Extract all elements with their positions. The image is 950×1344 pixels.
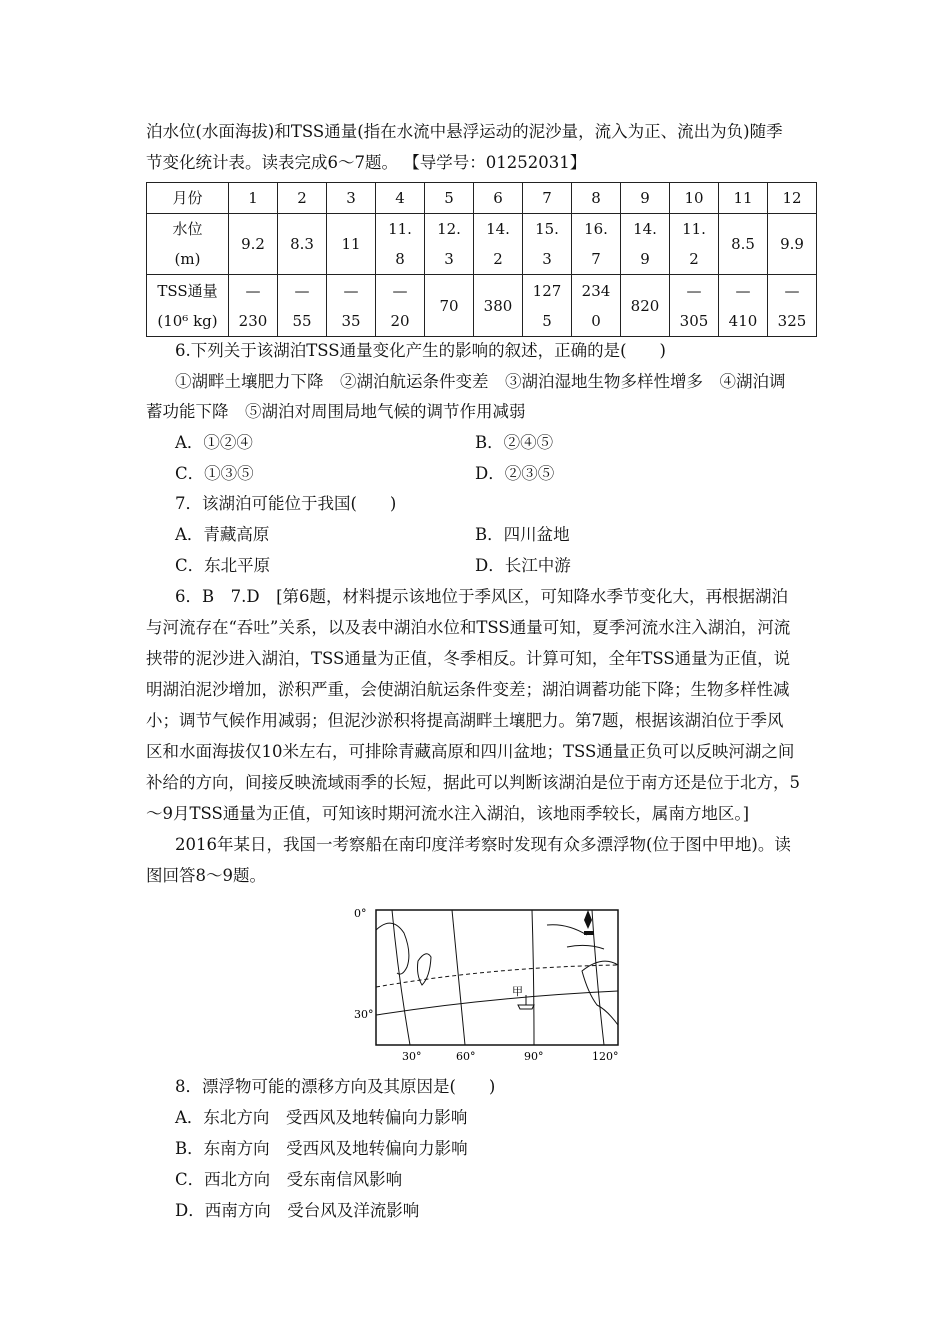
month-cell: 1 [229, 183, 278, 214]
tss-sign: — [294, 281, 310, 300]
tss-value: 380 [483, 296, 513, 315]
tss-value: 55 [292, 311, 312, 330]
water-level-value-cont: 3 [542, 250, 552, 268]
intro-line-2: 节变化统计表。读表完成6～7题。 【导学号：01252031】 [146, 153, 587, 172]
q7-stem: 7．该湖泊可能位于我国( ) [175, 494, 397, 513]
water-level-value: 14. [633, 220, 657, 238]
q6-items-line1: ①湖畔土壤肥力下降 ②湖泊航运条件变差 ③湖泊湿地生物多样性增多 ④湖泊调 [175, 372, 786, 391]
meridian-30 [392, 910, 410, 1045]
water-level-value: 16. [584, 220, 608, 238]
water-level-value: 9.9 [780, 235, 804, 253]
water-level-cell [572, 214, 621, 275]
water-level-value-cont: 8 [395, 250, 405, 268]
label-lon-120: 120° [592, 1050, 619, 1063]
label-lat-30: 30° [354, 1008, 374, 1021]
answer-line-3: 挟带的泥沙进入湖泊，TSS通量为正值，冬季相反。计算可知，全年TSS通量为正值，说 [146, 649, 791, 668]
tss-sign: — [245, 281, 261, 300]
month-cell: 11 [719, 183, 768, 214]
q6-items-line2: 蓄功能下降 ⑤湖泊对周围局地气候的调节作用减弱 [146, 402, 526, 421]
intro-line-1: 泊水位(水面海拔)和TSS通量(指在水流中悬浮运动的泥沙量，流入为正、流出为负)随季 [146, 122, 783, 141]
water-level-cell [768, 214, 817, 275]
water-level-label-b: (m) [174, 250, 201, 268]
water-level-value-cont: 3 [444, 250, 454, 268]
tss-cell [621, 275, 670, 337]
month-cell: 8 [572, 183, 621, 214]
water-level-cell [278, 214, 327, 275]
water-level-value: 9.2 [241, 235, 265, 253]
q8-option-a[interactable]: A．东北方向 受西风及地转偏向力影响 [175, 1108, 468, 1127]
answer-line-8: ～9月TSS通量为正值，可知该时期河流水注入湖泊，该地雨季较长，属南方地区。] [146, 804, 750, 823]
tss-value: 820 [630, 296, 660, 315]
q6-option-d[interactable]: D．②③⑤ [475, 464, 555, 483]
tss-cell [376, 275, 425, 337]
label-lon-30: 30° [402, 1050, 422, 1063]
ship-icon [518, 1005, 534, 1009]
tss-value-cont: 5 [542, 311, 552, 330]
label-lon-60: 60° [456, 1050, 476, 1063]
tss-cell [670, 275, 719, 337]
month-cell: 4 [376, 183, 425, 214]
q7-option-c[interactable]: C．东北平原 [175, 556, 271, 575]
table-row-tss [147, 275, 817, 337]
tss-value: 20 [390, 311, 410, 330]
answer-line-6: 区和水面海拔仅10米左右，可排除青藏高原和四川盆地；TSS通量正负可以反映河湖之间 [146, 742, 795, 761]
madagascar-island [418, 954, 432, 985]
answer-line-4: 明湖泊泥沙增加，淤积严重，会使湖泊航运条件变差；湖泊调蓄功能下降；生物多样性减 [146, 680, 790, 699]
answer-line-1: 6．B 7.D [第6题，材料提示该地位于季风区，可知降水季节变化大，再根据湖泊 [175, 587, 789, 606]
water-level-label-a: 水位 [172, 220, 203, 238]
tss-label [147, 275, 229, 337]
meridian-90 [532, 910, 534, 1045]
water-level-cell [327, 214, 376, 275]
passage2-line-1: 2016年某日，我国一考察船在南印度洋考察时发现有众多漂浮物(位于图中甲地)。读 [175, 835, 791, 854]
tss-sign: — [686, 281, 702, 300]
q6-option-c[interactable]: C．①③⑤ [175, 464, 254, 483]
indian-ocean-map [352, 905, 632, 1065]
month-cell: 2 [278, 183, 327, 214]
tss-value: 230 [238, 311, 268, 330]
tss-cell [523, 275, 572, 337]
meridian-120 [592, 910, 604, 1045]
q8-stem: 8．漂浮物可能的漂移方向及其原因是( ) [175, 1077, 496, 1096]
water-level-value: 15. [535, 220, 559, 238]
water-level-cell [670, 214, 719, 275]
q8-option-d[interactable]: D．西南方向 受台风及洋流影响 [175, 1201, 420, 1220]
water-level-value: 12. [437, 220, 461, 238]
tss-label-a: TSS通量 [157, 281, 218, 300]
q6-stem: 6.下列关于该湖泊TSS通量变化产生的影响的叙述，正确的是( ) [175, 341, 666, 360]
tss-cell [327, 275, 376, 337]
table-row-header [147, 183, 817, 214]
map-frame [376, 910, 618, 1045]
africa-coast [376, 923, 409, 974]
q7-option-b[interactable]: B．四川盆地 [475, 525, 570, 544]
answer-line-2: 与河流存在“吞吐”关系，以及表中湖泊水位和TSS通量可知，夏季河流水注入湖泊，河流 [146, 618, 791, 637]
water-level-value-cont: 7 [591, 250, 601, 268]
month-cell: 7 [523, 183, 572, 214]
tss-value: 305 [679, 311, 709, 330]
water-level-cell [621, 214, 670, 275]
tss-value: 127 [532, 281, 562, 300]
tss-sign: — [343, 281, 359, 300]
q7-option-a[interactable]: A．青藏高原 [175, 525, 270, 544]
tss-value: 35 [341, 311, 361, 330]
tss-value: 70 [439, 296, 459, 315]
tss-value: 325 [777, 311, 807, 330]
water-level-value: 14. [486, 220, 510, 238]
table-row-water-level [147, 214, 817, 275]
tss-label-b: (10⁶ kg) [157, 311, 218, 330]
q8-option-c[interactable]: C．西北方向 受东南信风影响 [175, 1170, 403, 1189]
label-jia: 甲 [512, 985, 523, 998]
month-cell: 9 [621, 183, 670, 214]
answer-line-5: 小；调节气候作用减弱；但泥沙淤积将提高湖畔土壤肥力。第7题，根据该湖泊位于季风 [146, 711, 784, 730]
sri-lanka-marker [584, 931, 594, 935]
month-cell: 6 [474, 183, 523, 214]
tss-cell [474, 275, 523, 337]
meridian-60 [452, 910, 465, 1045]
tss-value-cont: 0 [591, 311, 601, 330]
india-tip-marker [584, 910, 592, 929]
tss-cell [719, 275, 768, 337]
sumatra-island [547, 925, 587, 935]
water-level-cell [425, 214, 474, 275]
tss-cell [278, 275, 327, 337]
water-level-value-cont: 2 [689, 250, 699, 268]
water-level-cell [229, 214, 278, 275]
label-lon-90: 90° [524, 1050, 544, 1063]
tss-value: 234 [581, 281, 611, 300]
tss-value: 410 [728, 311, 758, 330]
dashed-boundary [376, 965, 618, 987]
tss-cell [572, 275, 621, 337]
header-label: 月份 [147, 183, 229, 214]
water-level-value: 11. [682, 220, 706, 238]
java-island [567, 945, 604, 949]
q6-option-a[interactable]: A．①②④ [175, 433, 253, 452]
water-level-cell [376, 214, 425, 275]
answer-line-7: 补给的方向，间接反映流域雨季的长短，据此可以判断该湖泊是位于南方还是位于北方，5 [146, 773, 800, 792]
tss-cell [229, 275, 278, 337]
q7-option-d[interactable]: D．长江中游 [475, 556, 571, 575]
month-cell: 5 [425, 183, 474, 214]
tss-sign: — [392, 281, 408, 300]
water-level-cell [474, 214, 523, 275]
tss-cell [768, 275, 817, 337]
water-level-cell [523, 214, 572, 275]
month-cell: 3 [327, 183, 376, 214]
water-level-value-cont: 2 [493, 250, 503, 268]
water-level-cell [719, 214, 768, 275]
passage2-line-2: 图回答8～9题。 [146, 866, 266, 885]
water-level-value: 8.3 [290, 235, 314, 253]
lake-data-table [146, 182, 817, 337]
water-level-value-cont: 9 [640, 250, 650, 268]
tss-sign: — [735, 281, 751, 300]
month-cell: 12 [768, 183, 817, 214]
q8-option-b[interactable]: B．东南方向 受西风及地转偏向力影响 [175, 1139, 468, 1158]
water-level-label [147, 214, 229, 275]
q6-option-b[interactable]: B．②④⑤ [475, 433, 554, 452]
label-lat-0: 0° [354, 907, 367, 920]
water-level-value: 8.5 [731, 235, 755, 253]
water-level-value: 11 [341, 235, 361, 253]
tss-sign: — [784, 281, 800, 300]
month-cell: 10 [670, 183, 719, 214]
latitude-30-line [376, 991, 618, 1015]
tss-cell [425, 275, 474, 337]
water-level-value: 11. [388, 220, 412, 238]
